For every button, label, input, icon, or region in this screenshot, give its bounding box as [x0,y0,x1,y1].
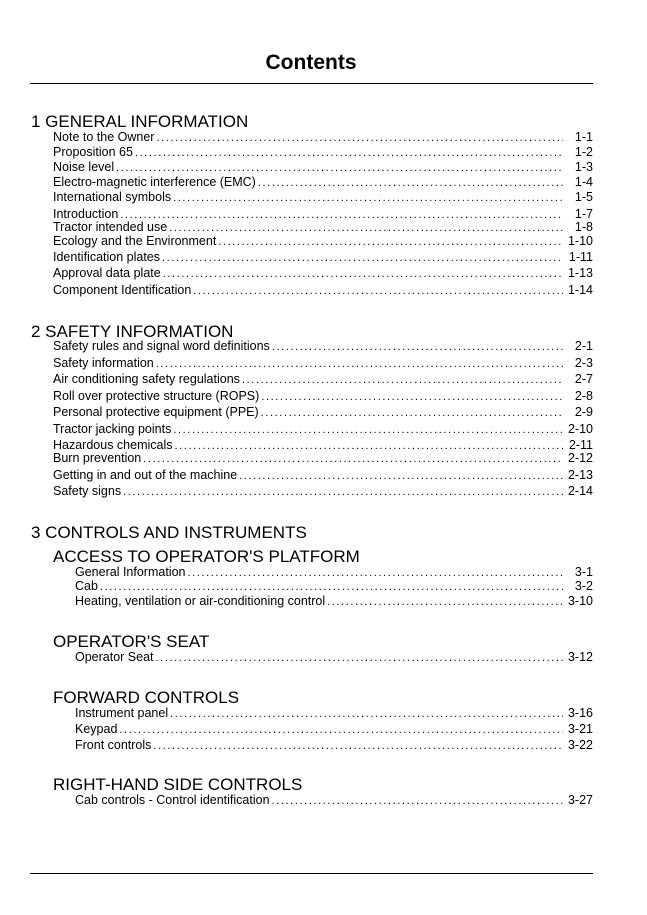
section-heading-safety-information: 2 SAFETY INFORMATION [31,322,234,341]
toc-entry-general-information[interactable]: General Information ..... 3-1 [75,564,593,580]
toc-entry-burn-prevention[interactable]: Burn prevention ..... 2-12 [53,450,593,466]
toc-entry-approval-data-plate[interactable]: Approval data plate ..... 1-13 [53,265,593,281]
toc-entry-note-to-owner[interactable]: Note to the Owner ..... 1-1 [53,129,593,145]
page-title: Contents [265,51,357,74]
toc-entry-noise-level[interactable]: Noise level ..... 1-3 [53,159,593,175]
section-heading-general-information: 1 GENERAL INFORMATION [31,112,249,131]
subsection-heading-access-platform: ACCESS TO OPERATOR'S PLATFORM [53,547,360,566]
toc-entry-introduction[interactable]: Introduction ..... 1-7 [53,206,593,222]
toc-entry-air-conditioning-safety[interactable]: Air conditioning safety regulations ..... 2-7 [53,371,593,387]
toc-entry-emc[interactable]: Electro-magnetic interference (EMC) ..... 1-4 [53,174,593,190]
toc-entry-hazardous-chemicals[interactable]: Hazardous chemicals ..... 2-11 [53,437,593,453]
toc-entry-identification-plates[interactable]: Identification plates ..... 1-11 [53,249,593,265]
toc-entry-hvac-control[interactable]: Heating, ventilation or air-conditioning control ..... 3-10 [75,593,593,609]
toc-entry-tractor-jacking-points[interactable]: Tractor jacking points ..... 2-10 [53,421,593,437]
toc-entry-rops[interactable]: Roll over protective structure (ROPS) ..... 2-8 [53,388,593,404]
subsection-heading-forward-controls: FORWARD CONTROLS [53,688,240,707]
toc-entry-safety-rules[interactable]: Safety rules and signal word definitions ..... 2-1 [53,338,593,354]
toc-entry-front-controls[interactable]: Front controls ..... 3-22 [75,737,593,753]
section-heading-controls-instruments: 3 CONTROLS AND INSTRUMENTS [31,523,307,542]
toc-entry-safety-information[interactable]: Safety information ..... 2-3 [53,355,593,371]
toc-entry-ppe[interactable]: Personal protective equipment (PPE) ..... 2-9 [53,404,593,420]
toc-entry-safety-signs[interactable]: Safety signs ..... 2-14 [53,483,593,499]
toc-entry-component-identification[interactable]: Component Identification ..... 1-14 [53,282,593,298]
bottom-divider [30,873,593,874]
top-divider [30,83,593,84]
toc-entry-instrument-panel[interactable]: Instrument panel ..... 3-16 [75,705,593,721]
toc-entry-cab[interactable]: Cab ..... 3-2 [75,578,593,594]
toc-entry-cab-controls[interactable]: Cab controls - Control identification ..... 3-27 [75,792,593,808]
toc-entry-getting-in-out[interactable]: Getting in and out of the machine ..... 2-13 [53,467,593,483]
toc-entry-proposition-65[interactable]: Proposition 65 ..... 1-2 [53,144,593,160]
toc-entry-ecology-environment[interactable]: Ecology and the Environment ..... 1-10 [53,233,593,249]
subsection-heading-operators-seat: OPERATOR'S SEAT [53,632,210,651]
subsection-heading-right-hand-side-controls: RIGHT-HAND SIDE CONTROLS [53,775,303,794]
toc-entry-tractor-intended-use[interactable]: Tractor intended use ..... 1-8 [53,219,593,235]
toc-entry-international-symbols[interactable]: International symbols ..... 1-5 [53,189,593,205]
toc-entry-operator-seat[interactable]: Operator Seat ..... 3-12 [75,649,593,665]
toc-entry-keypad[interactable]: Keypad ..... 3-21 [75,721,593,737]
